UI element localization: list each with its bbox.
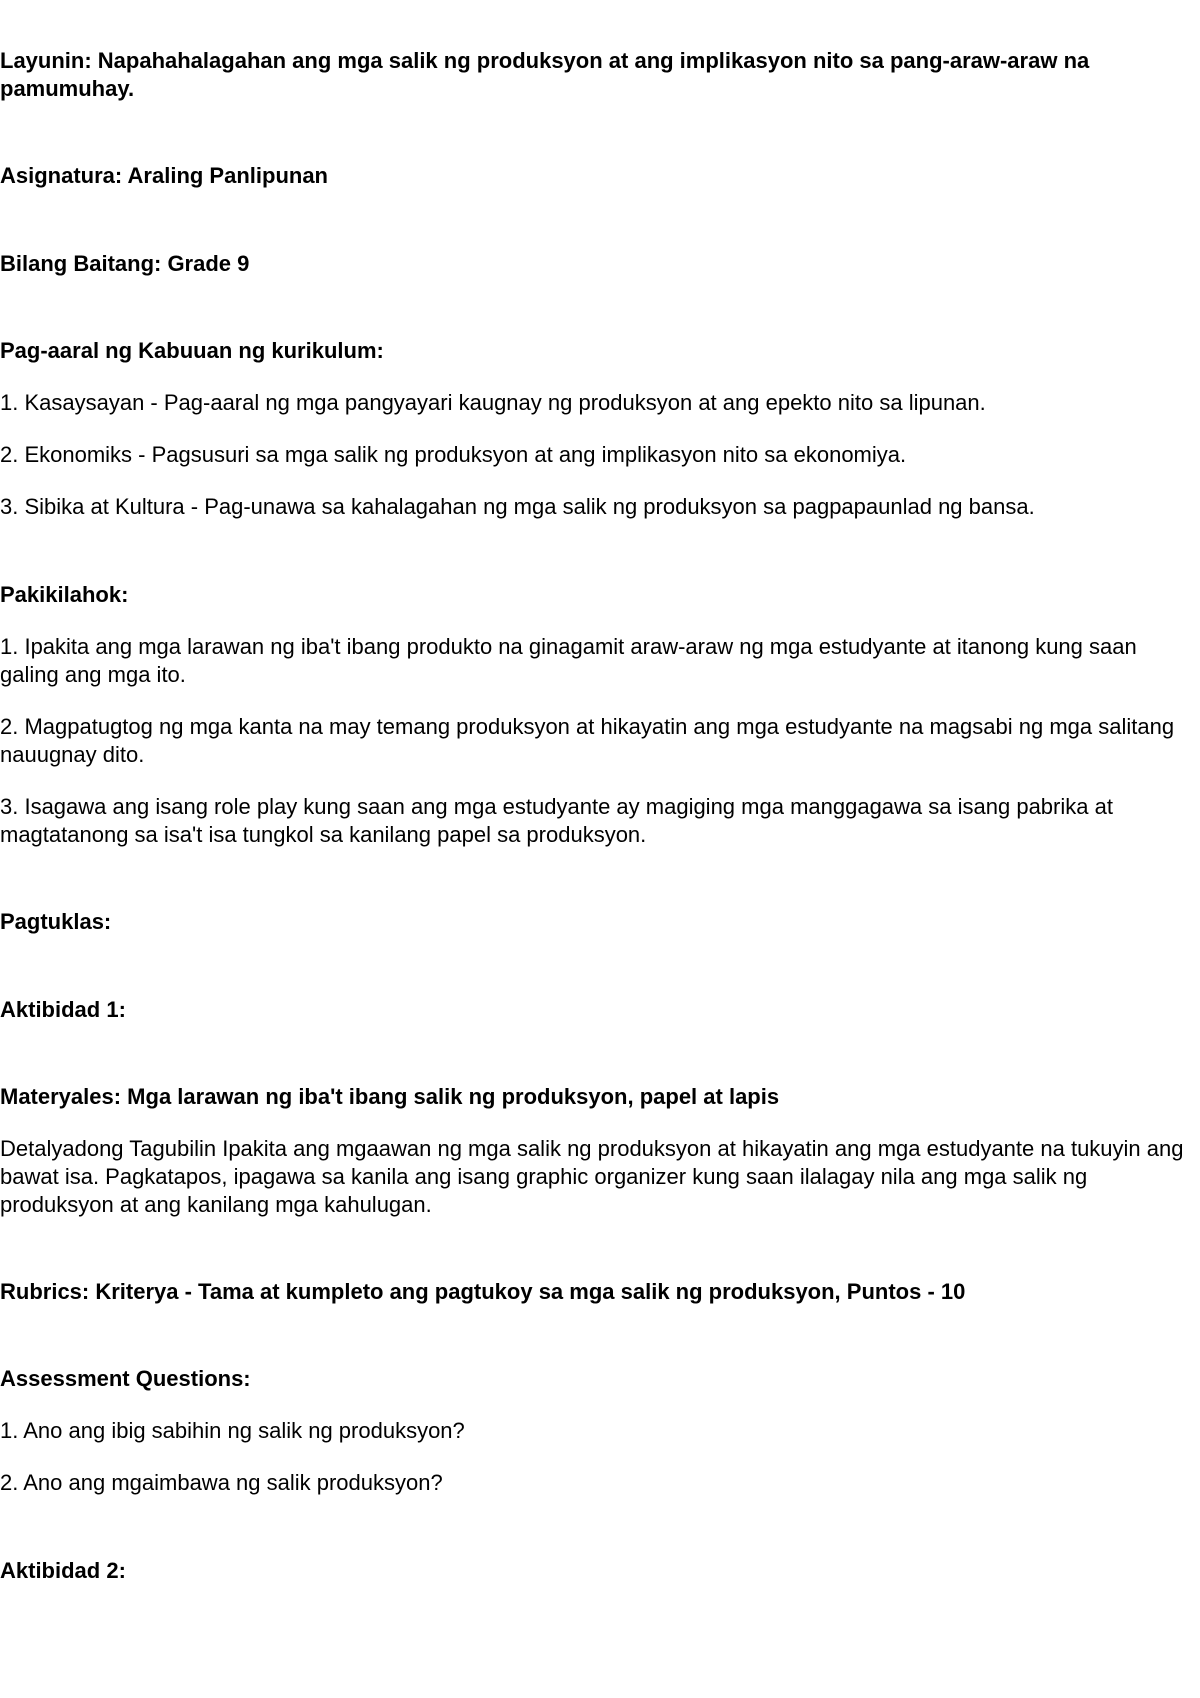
kurikulum-heading: Pag-aaral ng Kabuuan ng kurikulum: (0, 338, 384, 363)
aktibidad1-heading: Aktibidad 1: (0, 997, 126, 1022)
kurikulum-item: 1. Kasaysayan - Pag-aaral ng mga pangyayari kaugnay ng produksyon at ang epekto nito sa lipunan. (0, 390, 986, 415)
rubrics-text: Rubrics: Kriterya - Tama at kumpleto ang pagtukoy sa mga salik ng produksyon, Puntos - 10 (0, 1279, 966, 1304)
assessment-question: 1. Ano ang ibig sabihin ng salik ng produksyon? (0, 1418, 465, 1443)
asignatura-text: Asignatura: Araling Panlipunan (0, 163, 328, 188)
kurikulum-item: 3. Sibika at Kultura - Pag-unawa sa kahalagahan ng mga salik ng produksyon sa pagpapaunlad ng bansa. (0, 494, 1035, 519)
pakikilahok-item: 1. Ipakita ang mga larawan ng iba't ibang produkto na ginagamit araw-araw ng mga estudyante at itanong kung saan galing ang mga ito. (0, 634, 1137, 687)
kurikulum-item: 2. Ekonomiks - Pagsusuri sa mga salik ng produksyon at ang implikasyon nito sa ekonomiya. (0, 442, 907, 467)
aktibidad2-heading: Aktibidad 2: (0, 1558, 126, 1583)
assessment-heading: Assessment Questions: (0, 1366, 251, 1391)
pakikilahok-item: 2. Magpatugtog ng mga kanta na may temang produksyon at hikayatin ang mga estudyante na magsabi ng mga salitang nauugnay dito. (0, 714, 1175, 767)
bilang-baitang-text: Bilang Baitang: Grade 9 (0, 251, 250, 276)
tagubilin-text: Detalyadong Tagubilin Ipakita ang mgaawan ng mga salik ng produksyon at hikayatin ang mga estudyante na tukuyin ang bawat isa. Pagkatapos, ipagawa sa kanila ang isang graphic organizer kung saan ilalagay nila ang mga salik ng produksyon at ang kanilang mga kahulugan. (0, 1136, 1184, 1217)
pakikilahok-heading: Pakikilahok: (0, 582, 129, 607)
materyales-text: Materyales: Mga larawan ng iba't ibang salik ng produksyon, papel at lapis (0, 1084, 780, 1109)
assessment-question: 2. Ano ang mgaimbawa ng salik produksyon? (0, 1470, 443, 1495)
pakikilahok-item: 3. Isagawa ang isang role play kung saan ang mga estudyante ay magiging mga manggagawa sa isang pabrika at magtatanong sa isa't isa tungkol sa kanilang papel sa produksyon. (0, 794, 1113, 847)
pagtuklas-heading: Pagtuklas: (0, 909, 112, 934)
layunin-text: Layunin: Napahahalagahan ang mga salik ng produksyon at ang implikasyon nito sa pang-araw-araw na pamumuhay. (0, 48, 1090, 101)
